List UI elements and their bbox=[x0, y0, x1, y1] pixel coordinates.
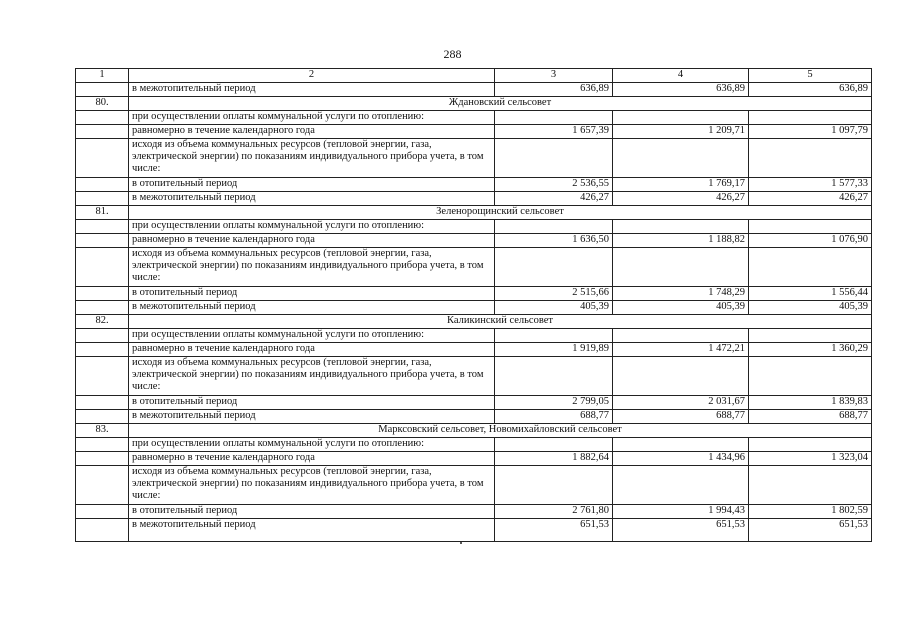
value-cell: 2 515,66 bbox=[495, 287, 613, 301]
value-cell: 636,89 bbox=[613, 83, 749, 97]
row-number-cell bbox=[76, 519, 129, 542]
row-number-cell bbox=[76, 111, 129, 125]
row-label: в отопительный период bbox=[129, 178, 495, 192]
value-cell: 426,27 bbox=[749, 192, 872, 206]
value-cell bbox=[749, 111, 872, 125]
value-cell bbox=[495, 220, 613, 234]
row-label: при осуществлении оплаты коммунальной услуги по отоплению: bbox=[129, 111, 495, 125]
table-row bbox=[76, 505, 872, 519]
section-row bbox=[76, 97, 872, 111]
value-cell: 1 323,04 bbox=[749, 452, 872, 466]
row-number-cell bbox=[76, 220, 129, 234]
table-row bbox=[76, 410, 872, 424]
value-cell: 1 209,71 bbox=[613, 125, 749, 139]
value-cell: 1 636,50 bbox=[495, 234, 613, 248]
value-cell: 1 577,33 bbox=[749, 178, 872, 192]
row-label: в межотопительный период bbox=[129, 519, 495, 542]
value-cell: 1 472,21 bbox=[613, 343, 749, 357]
value-cell bbox=[613, 329, 749, 343]
section-number: 83. bbox=[76, 424, 129, 438]
value-cell: 1 769,17 bbox=[613, 178, 749, 192]
row-label: в межотопительный период bbox=[129, 83, 495, 97]
table-header-row bbox=[76, 69, 872, 83]
row-label: при осуществлении оплаты коммунальной услуги по отоплению: bbox=[129, 438, 495, 452]
table-row bbox=[76, 111, 872, 125]
value-cell: 651,53 bbox=[495, 519, 613, 542]
row-label: в отопительный период bbox=[129, 287, 495, 301]
table-row bbox=[76, 248, 872, 287]
value-cell: 688,77 bbox=[613, 410, 749, 424]
value-cell: 1 657,39 bbox=[495, 125, 613, 139]
table-row bbox=[76, 396, 872, 410]
row-label: исходя из объема коммунальных ресурсов (тепловой энергии, газа, электрической энергии) по показаниям индивидуального прибора учета, в том числе: bbox=[129, 466, 495, 505]
row-number-cell bbox=[76, 234, 129, 248]
section-row bbox=[76, 315, 872, 329]
value-cell: 688,77 bbox=[749, 410, 872, 424]
row-number-cell bbox=[76, 329, 129, 343]
value-cell bbox=[749, 438, 872, 452]
value-cell bbox=[613, 139, 749, 178]
value-cell: 688,77 bbox=[495, 410, 613, 424]
table-row bbox=[76, 357, 872, 396]
tariff-table bbox=[75, 68, 872, 542]
value-cell bbox=[495, 466, 613, 505]
section-name: Каликинский сельсовет bbox=[129, 315, 872, 329]
row-label: при осуществлении оплаты коммунальной услуги по отоплению: bbox=[129, 329, 495, 343]
row-label: равномерно в течение календарного года bbox=[129, 343, 495, 357]
value-cell: 1 188,82 bbox=[613, 234, 749, 248]
value-cell bbox=[613, 466, 749, 505]
row-number-cell bbox=[76, 83, 129, 97]
value-cell bbox=[495, 248, 613, 287]
value-cell: 636,89 bbox=[749, 83, 872, 97]
column-header: 4 bbox=[613, 69, 749, 83]
column-header: 3 bbox=[495, 69, 613, 83]
value-cell: 2 031,67 bbox=[613, 396, 749, 410]
table-row bbox=[76, 519, 872, 542]
row-number-cell bbox=[76, 357, 129, 396]
row-number-cell bbox=[76, 505, 129, 519]
table-row bbox=[76, 125, 872, 139]
value-cell bbox=[613, 357, 749, 396]
value-cell: 1 076,90 bbox=[749, 234, 872, 248]
row-number-cell bbox=[76, 438, 129, 452]
table-row bbox=[76, 301, 872, 315]
value-cell: 1 919,89 bbox=[495, 343, 613, 357]
value-cell: 2 761,80 bbox=[495, 505, 613, 519]
row-label: в межотопительный период bbox=[129, 192, 495, 206]
value-cell bbox=[613, 248, 749, 287]
column-header: 5 bbox=[749, 69, 872, 83]
value-cell: 651,53 bbox=[613, 519, 749, 542]
value-cell: 1 802,59 bbox=[749, 505, 872, 519]
value-cell bbox=[495, 139, 613, 178]
page-number: 288 bbox=[443, 47, 462, 61]
table-row bbox=[76, 139, 872, 178]
table-row bbox=[76, 83, 872, 97]
value-cell: 1 839,83 bbox=[749, 396, 872, 410]
section-name: Ждановский сельсовет bbox=[129, 97, 872, 111]
value-cell bbox=[495, 111, 613, 125]
row-label: равномерно в течение календарного года bbox=[129, 452, 495, 466]
value-cell bbox=[749, 329, 872, 343]
section-number: 80. bbox=[76, 97, 129, 111]
value-cell: 405,39 bbox=[613, 301, 749, 315]
row-label: равномерно в течение календарного года bbox=[129, 125, 495, 139]
table-row bbox=[76, 329, 872, 343]
row-number-cell bbox=[76, 287, 129, 301]
table-row bbox=[76, 192, 872, 206]
value-cell: 2 536,55 bbox=[495, 178, 613, 192]
table-row bbox=[76, 234, 872, 248]
value-cell bbox=[613, 438, 749, 452]
value-cell: 426,27 bbox=[613, 192, 749, 206]
row-number-cell bbox=[76, 248, 129, 287]
value-cell bbox=[749, 220, 872, 234]
row-number-cell bbox=[76, 301, 129, 315]
table-row bbox=[76, 178, 872, 192]
row-number-cell bbox=[76, 452, 129, 466]
table-row bbox=[76, 287, 872, 301]
value-cell bbox=[749, 466, 872, 505]
row-label: исходя из объема коммунальных ресурсов (тепловой энергии, газа, электрической энергии) по показаниям индивидуального прибора учета, в том числе: bbox=[129, 139, 495, 178]
value-cell bbox=[613, 220, 749, 234]
value-cell bbox=[749, 248, 872, 287]
value-cell bbox=[495, 329, 613, 343]
row-number-cell bbox=[76, 396, 129, 410]
value-cell bbox=[749, 139, 872, 178]
row-number-cell bbox=[76, 139, 129, 178]
value-cell: 1 097,79 bbox=[749, 125, 872, 139]
row-number-cell bbox=[76, 410, 129, 424]
value-cell: 1 434,96 bbox=[613, 452, 749, 466]
row-label: в отопительный период bbox=[129, 396, 495, 410]
table-row bbox=[76, 343, 872, 357]
row-number-cell bbox=[76, 125, 129, 139]
scan-speck bbox=[460, 542, 462, 544]
value-cell: 426,27 bbox=[495, 192, 613, 206]
row-label: в межотопительный период bbox=[129, 301, 495, 315]
row-number-cell bbox=[76, 343, 129, 357]
column-header: 2 bbox=[129, 69, 495, 83]
section-number: 81. bbox=[76, 206, 129, 220]
section-name: Зеленорощинский сельсовет bbox=[129, 206, 872, 220]
row-number-cell bbox=[76, 178, 129, 192]
value-cell: 1 748,29 bbox=[613, 287, 749, 301]
row-label: при осуществлении оплаты коммунальной услуги по отоплению: bbox=[129, 220, 495, 234]
row-label: исходя из объема коммунальных ресурсов (тепловой энергии, газа, электрической энергии) по показаниям индивидуального прибора учета, в том числе: bbox=[129, 248, 495, 287]
section-row bbox=[76, 424, 872, 438]
table-row bbox=[76, 466, 872, 505]
row-label: в межотопительный период bbox=[129, 410, 495, 424]
table-row bbox=[76, 438, 872, 452]
value-cell bbox=[495, 357, 613, 396]
value-cell: 651,53 bbox=[749, 519, 872, 542]
section-row bbox=[76, 206, 872, 220]
value-cell bbox=[495, 438, 613, 452]
row-number-cell bbox=[76, 192, 129, 206]
value-cell bbox=[749, 357, 872, 396]
value-cell: 1 994,43 bbox=[613, 505, 749, 519]
value-cell: 405,39 bbox=[749, 301, 872, 315]
table-row bbox=[76, 220, 872, 234]
row-label: равномерно в течение календарного года bbox=[129, 234, 495, 248]
value-cell: 1 360,29 bbox=[749, 343, 872, 357]
table-row bbox=[76, 452, 872, 466]
value-cell bbox=[613, 111, 749, 125]
value-cell: 1 882,64 bbox=[495, 452, 613, 466]
value-cell: 2 799,05 bbox=[495, 396, 613, 410]
value-cell: 636,89 bbox=[495, 83, 613, 97]
section-number: 82. bbox=[76, 315, 129, 329]
section-name: Марксовский сельсовет, Новомихайловский сельсовет bbox=[129, 424, 872, 438]
row-label: исходя из объема коммунальных ресурсов (тепловой энергии, газа, электрической энергии) по показаниям индивидуального прибора учета, в том числе: bbox=[129, 357, 495, 396]
row-label: в отопительный период bbox=[129, 505, 495, 519]
column-header: 1 bbox=[76, 69, 129, 83]
value-cell: 405,39 bbox=[495, 301, 613, 315]
value-cell: 1 556,44 bbox=[749, 287, 872, 301]
row-number-cell bbox=[76, 466, 129, 505]
